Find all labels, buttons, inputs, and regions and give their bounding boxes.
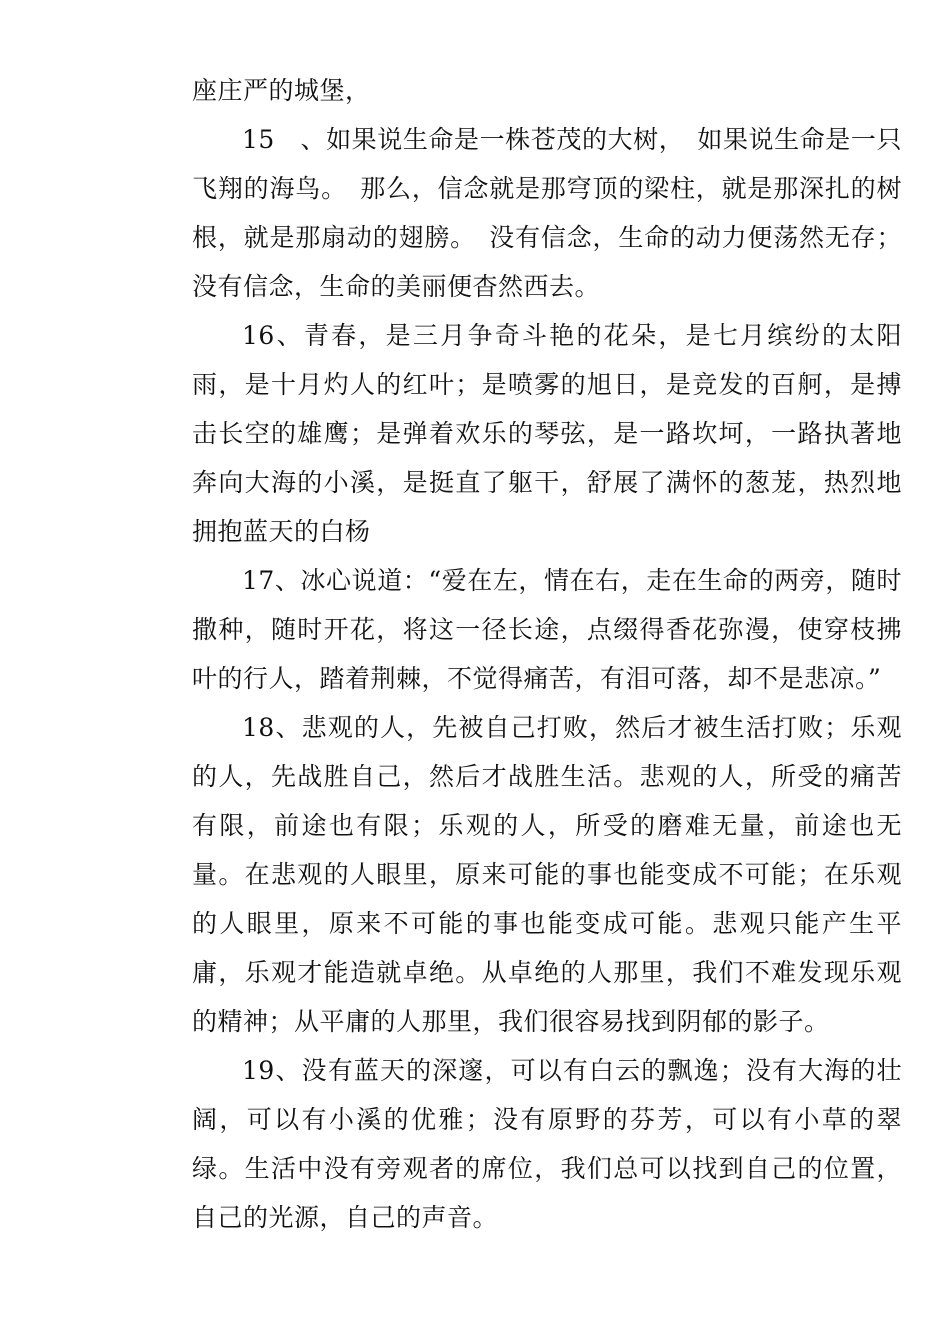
paragraph-18: 18、悲观的人，先被自己打败，然后才被生活打败；乐观的人，先战胜自己，然后才战胜生活。悲观的人，所受的痛苦有限，前途也有限；乐观的人，所受的磨难无量，前途也无量。在悲观的人眼里，原来可能的事也能变成不可能；在乐观的人眼里，原来不可能的事也能变成可能。悲观只能产生平庸，乐观才能造就卓绝。从卓绝的人那里，我们不难发现乐观的精神；从平庸的人那里，我们很容易找到阴郁的影子。 <box>192 713 902 1036</box>
paragraph-14-continuation: 座庄严的城堡， <box>192 76 371 105</box>
paragraph-16: 16、青春，是三月争奇斗艳的花朵，是七月缤纷的太阳雨，是十月灼人的红叶；是喷雾的旭日，是竞发的百舸，是搏击长空的雄鹰；是弹着欢乐的琴弦，是一路坎坷，一路执著地奔向大海的小溪，是挺直了躯干，舒展了满怀的葱茏，热烈地拥抱蓝天的白杨 <box>192 321 902 546</box>
paragraph-15: 15 、如果说生命是一株苍茂的大树， 如果说生命是一只飞翔的海鸟。 那么，信念就是那穹顶的梁柱，就是那深扎的树根，就是那扇动的翅膀。 没有信念，生命的动力便荡然无存；没有信念，生命的美丽便杳然西去。 <box>192 125 902 301</box>
paragraph-17: 17、冰心说道：“爱在左，情在右，走在生命的两旁，随时撒种，随时开花，将这一径长途，点缀得香花弥漫，使穿枝拂叶的行人，踏着荆棘，不觉得痛苦，有泪可落，却不是悲凉。” <box>192 566 902 693</box>
document-body <box>192 66 902 1242</box>
paragraph-19: 19、没有蓝天的深邃，可以有白云的飘逸；没有大海的壮阔，可以有小溪的优雅；没有原野的芬芳，可以有小草的翠绿。生活中没有旁观者的席位，我们总可以找到自己的位置，自己的光源，自己的声音。 <box>192 1056 902 1232</box>
